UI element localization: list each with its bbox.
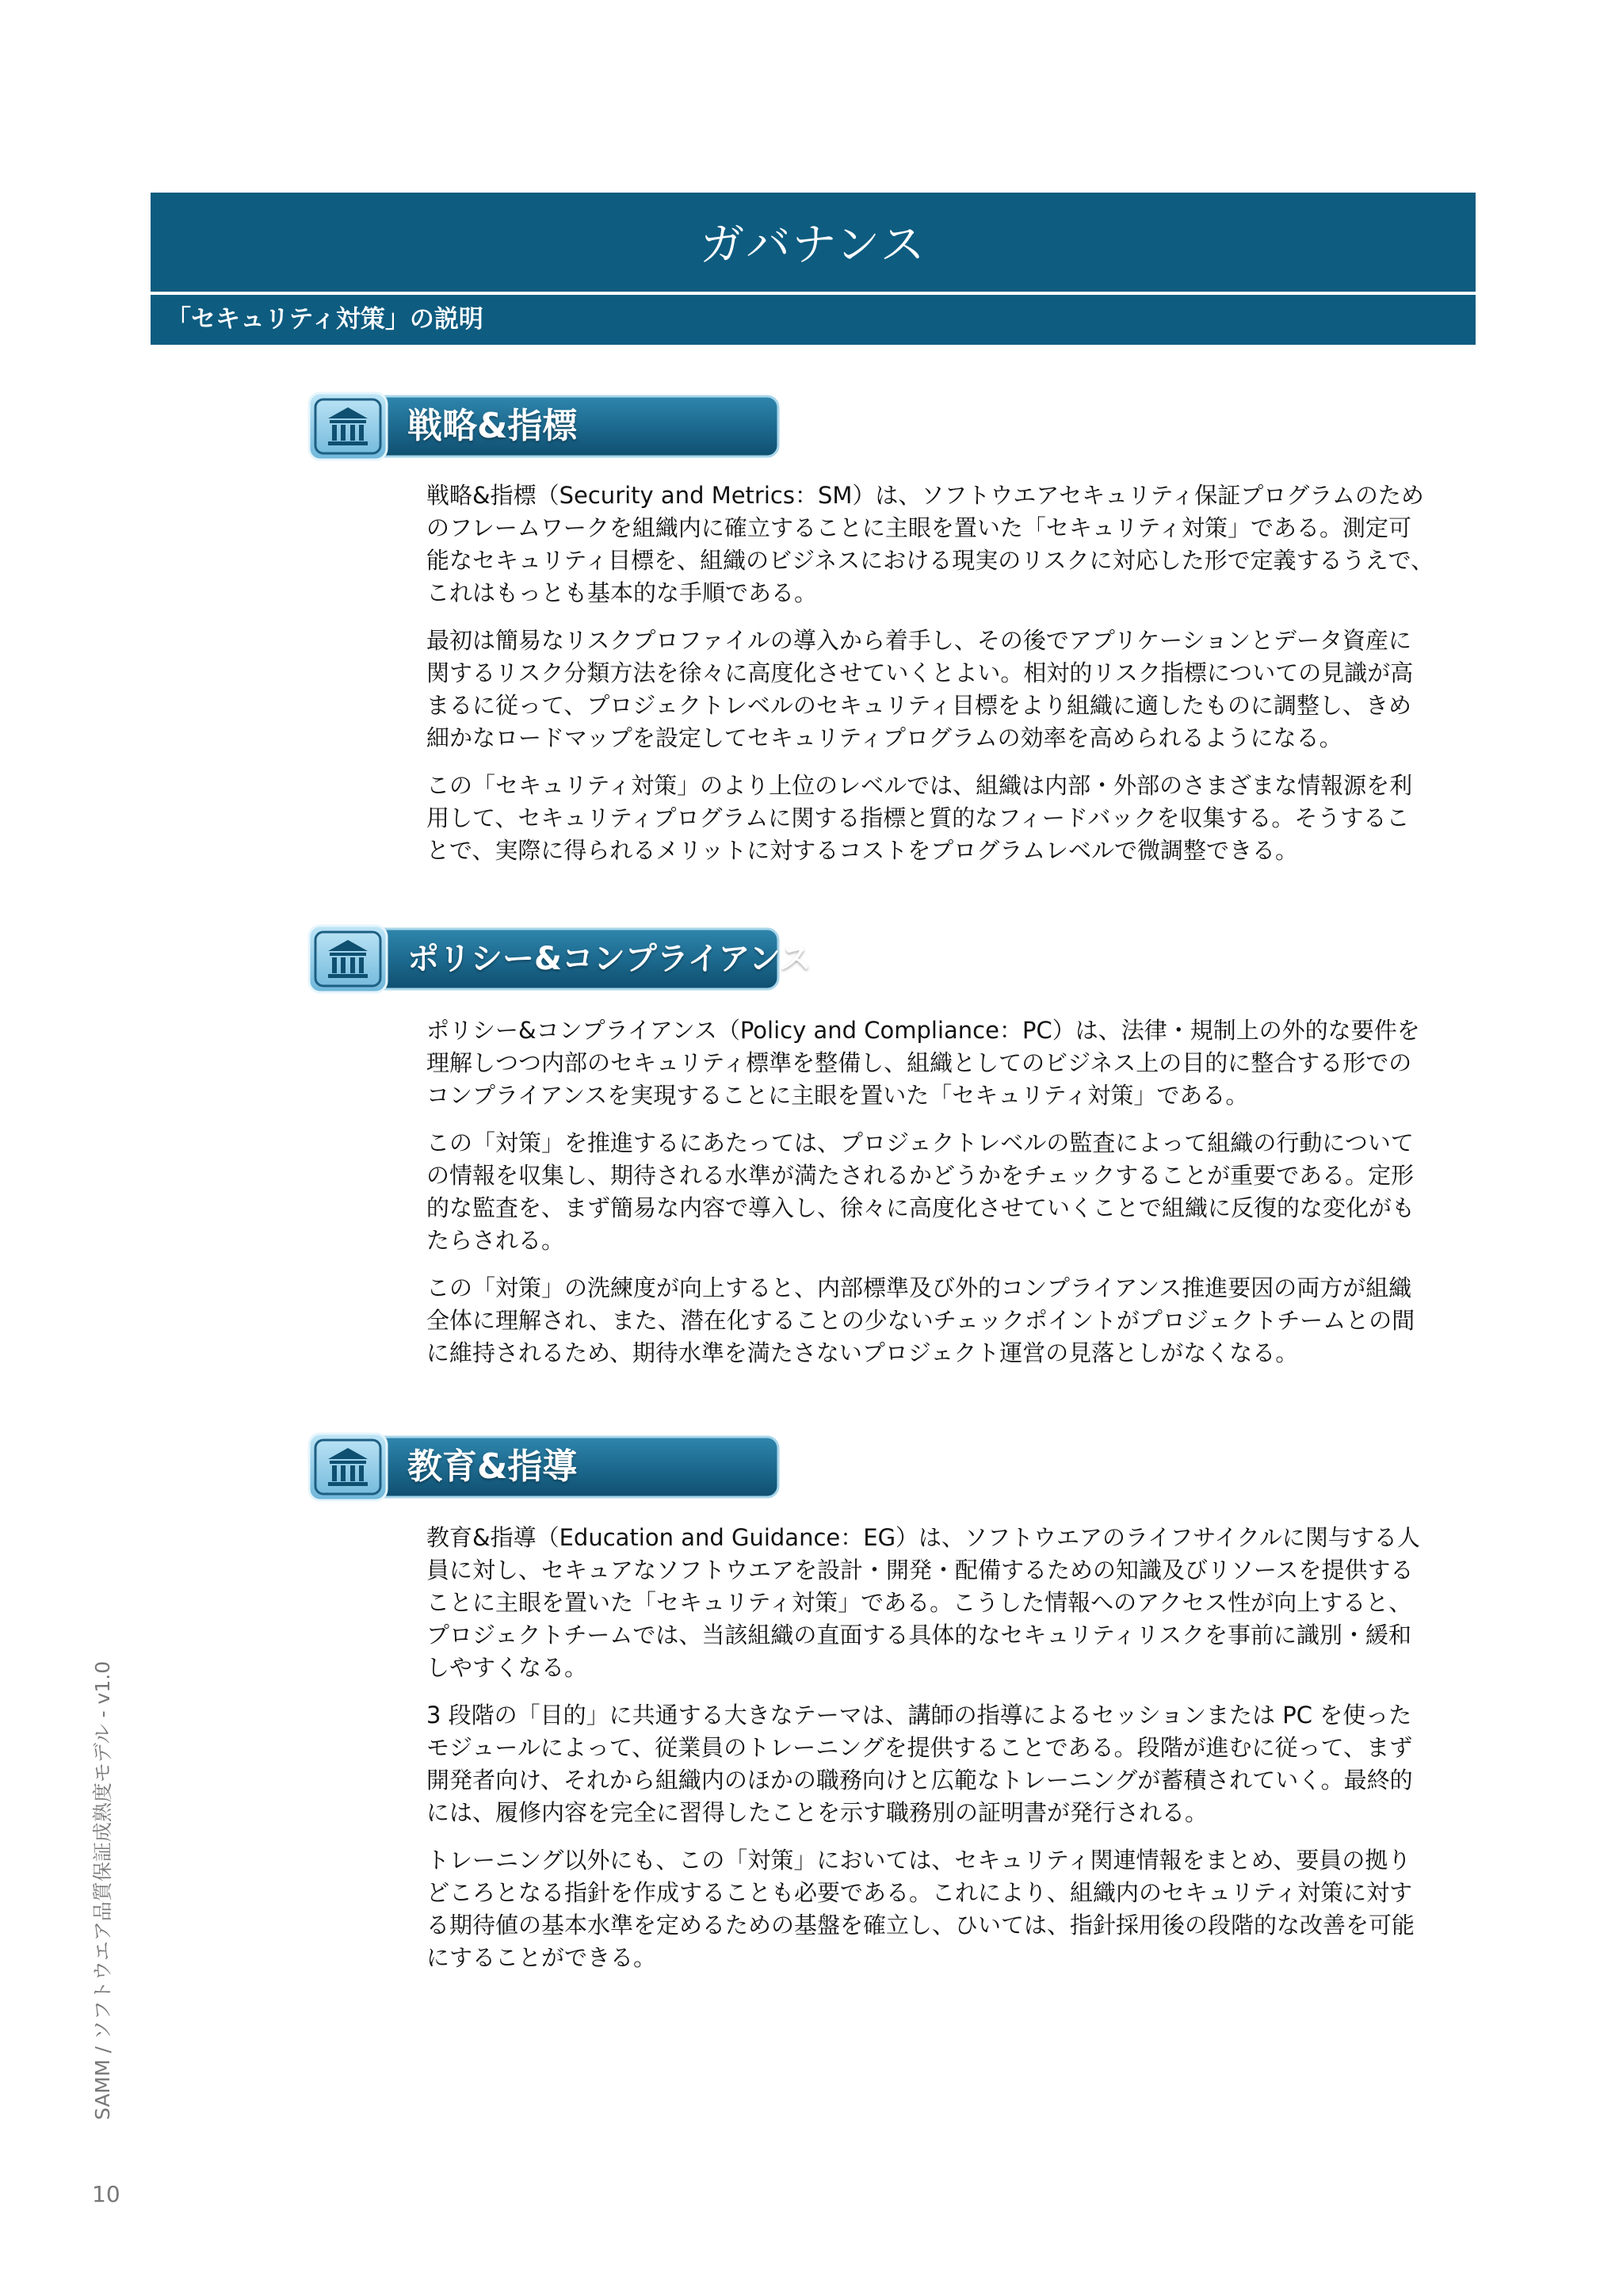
- section-body-sm: [426, 479, 1480, 882]
- text-line: プロジェクトチームでは、当該組織の直面する具体的なセキュリティリスクを事前に識別・緩和: [426, 1622, 1411, 1648]
- text-line: にすることができる。: [426, 1944, 657, 1971]
- paragraph: [426, 625, 1480, 755]
- text-line: この「対策」の洗練度が向上すると、内部標準及び外的コンプライアンス推進要因の両方が組織: [426, 1274, 1412, 1301]
- text-line: 細かなロードマップを設定してセキュリティプログラムの効率を高められるようになる。: [426, 724, 1342, 751]
- text-line: 3 段階の「目的」に共通する大きなテーマは、講師の指導によるセッションまたは PC を使った: [426, 1702, 1412, 1729]
- text-line: まるに従って、プロジェクトレベルのセキュリティ目標をより組織に適したものに調整し、きめ: [426, 692, 1411, 719]
- paragraph: [426, 1844, 1480, 1974]
- text-line: ことに主眼を置いた「セキュリティ対策」である。こうした情報へのアクセス性が向上すると、: [426, 1589, 1412, 1616]
- text-line: る期待値の基本水準を定めるための基盤を確立し、ひいては、指針採用後の段階的な改善を可能: [426, 1912, 1415, 1939]
- text-line: の情報を収集し、期待される水準が満たされるかどうかをチェックすることが重要である。定形: [426, 1162, 1415, 1189]
- section-body-pc: [426, 1014, 1480, 1385]
- subtitle-banner: 「セキュリティ対策」の説明: [151, 295, 1476, 345]
- text-line: に維持されるため、期待水準を満たさないプロジェクト運営の見落としがなくなる。: [426, 1339, 1299, 1366]
- text-line: には、履修内容を完全に習得したことを示す職務別の証明書が発行される。: [426, 1799, 1209, 1826]
- text-line: コンプライアンスを実現することに主眼を置いた「セキュリティ対策」である。: [426, 1082, 1249, 1109]
- text-line: 全体に理解され、また、潜在化することの少ないチェックポイントがプロジェクトチームとの間: [426, 1307, 1415, 1334]
- section-heading: 戦略&指標: [407, 406, 578, 446]
- page-number: 10: [92, 2181, 120, 2207]
- title-banner: [151, 193, 1476, 292]
- paragraph: [426, 1522, 1480, 1684]
- text-line: この「対策」を推進するにあたっては、プロジェクトレベルの監査によって組織の行動について: [426, 1129, 1414, 1156]
- text-line: 能なセキュリティ目標を、組織のビジネスにおける現実のリスクに対応した形で定義するうえで、: [426, 547, 1434, 574]
- text-line: 員に対し、セキュアなソフトウエアを設計・開発・配備するための知識及びリソースを提供する: [426, 1557, 1414, 1584]
- text-line: どころとなる指針を作成することも必要である。これにより、組織内のセキュリティ対策に対す: [426, 1879, 1413, 1906]
- text-line: 理解しつつ内部のセキュリティ標準を整備し、組織としてのビジネス上の目的に整合する形での: [426, 1049, 1412, 1076]
- document-side-label: SAMM / ソフトウエア品質保証成熟度モデル - v1.0: [91, 1660, 114, 2120]
- text-line: しやすくなる。: [426, 1654, 588, 1681]
- text-line: 開発者向け、それから組織内のほかの職務向けと広範なトレーニングが蓄積されていく。最終的: [426, 1767, 1413, 1794]
- paragraph: [426, 1014, 1480, 1112]
- page-title: ガバナンス: [700, 220, 926, 271]
- section-header-pc: [307, 924, 812, 994]
- paragraph: [426, 479, 1480, 609]
- paragraph: [426, 770, 1480, 867]
- text-line: ポリシー&コンプライアンス（Policy and Compliance：PC）は、法律・規制上の外的な要件を: [426, 1017, 1420, 1044]
- paragraph: [426, 1699, 1480, 1829]
- text-line: トレーニング以外にも、この「対策」においては、セキュリティ関連情報をまとめ、要員の拠り: [426, 1847, 1411, 1874]
- text-line: のフレームワークを組織内に確立することに主眼を置いた「セキュリティ対策」である。測定可: [426, 514, 1411, 541]
- text-line: 教育&指導（Education and Guidance：EG）は、ソフトウエアのライフサイクルに関与する人: [426, 1524, 1420, 1551]
- text-line: とで、実際に得られるメリットに対するコストをプログラムレベルで微調整できる。: [426, 837, 1298, 864]
- section-body-eg: [426, 1522, 1480, 1989]
- text-line: これはもっとも基本的な手順である。: [426, 579, 818, 606]
- text-line: 関するリスク分類方法を徐々に高度化させていくとよい。相対的リスク指標についての見識が高: [426, 659, 1414, 686]
- paragraph: [426, 1272, 1480, 1370]
- paragraph: [426, 1127, 1480, 1257]
- text-line: たらされる。: [426, 1227, 565, 1254]
- text-line: 最初は簡易なリスクプロファイルの導入から着手し、その後でアプリケーションとデータ資産に: [426, 627, 1411, 654]
- text-line: モジュールによって、従業員のトレーニングを提供することである。段階が進むに従って、まず: [426, 1734, 1413, 1761]
- text-line: 的な監査を、まず簡易な内容で導入し、徐々に高度化させていくことで組織に反復的な変化がも: [426, 1194, 1415, 1221]
- section-heading: ポリシー&コンプライアンス: [407, 941, 812, 977]
- section-header-eg: [307, 1432, 781, 1502]
- section-heading: 教育&指導: [407, 1446, 578, 1487]
- text-line: 用して、セキュリティプログラムに関する指標と質的なフィードバックを収集する。そうするこ: [426, 804, 1410, 831]
- text-line: この「セキュリティ対策」のより上位のレベルでは、組織は内部・外部のさまざまな情報源を利: [426, 772, 1413, 799]
- text-line: 戦略&指標（Security and Metrics：SM）は、ソフトウエアセキュリティ保証プログラムのため: [426, 482, 1424, 509]
- section-header-sm: [307, 392, 781, 461]
